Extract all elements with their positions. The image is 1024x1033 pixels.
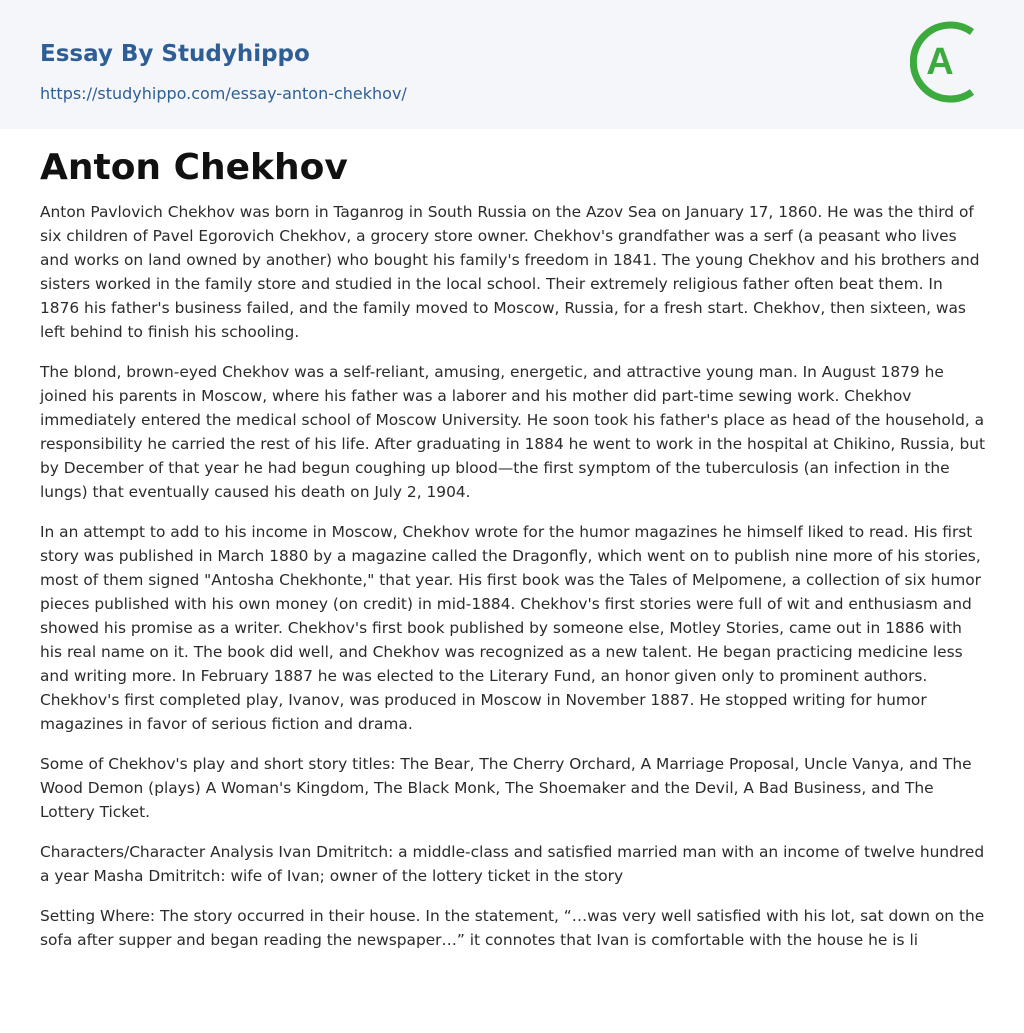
paragraph-4: Some of Chekhov's play and short story titles: The Bear, The Cherry Orchard, A Marriage Proposal, Uncle Vanya, and The Wood Demon (plays) A Woman's Kingdom, The Black Monk, The Shoemaker and the Devil, A Bad Business, and The Lottery Ticket. bbox=[40, 755, 972, 821]
paragraph-3: In an attempt to add to his income in Moscow, Chekhov wrote for the humor magazines he himself liked to read. His first story was published in March 1880 by a magazine called the Dragonfly, which went on to publish nine more of his stories, most of them signed "Antosha Chekhonte," that year. His first book was the Tales of Melpomene, a collection of six humor pieces published with his own money (on credit) in mid-1884. Chekhov's first stories were full of wit and enthusiasm and showed his promise as a writer. Chekhov's first book published by someone else, Motley Stories, came out in 1886 with his real name on it. The book did well, and Chekhov was recognized as a new talent. He began practicing medicine less and writing more. In February 1887 he was elected to the Literary Fund, an honor given only to prominent authors. Chekhov's first completed play, Ivanov, was produced in Moscow in November 1887. He stopped writing for humor magazines in favor of serious fiction and drama. bbox=[40, 523, 981, 733]
paragraph-1: Anton Pavlovich Chekhov was born in Taganrog in South Russia on the Azov Sea on January 17, 1860. He was the third of six children of Pavel Egorovich Chekhov, a grocery store owner. Chekhov's grandfather was a serf (a peasant who lives and works on land owned by another) who bought his family's freedom in 1841. The young Chekhov and his brothers and sisters worked in the family store and studied in the local school. Their extremely religious father often beat them. In 1876 his father's business failed, and the family moved to Moscow, Russia, for a fresh start. Chekhov, then sixteen, was left behind to finish his schooling. bbox=[40, 203, 980, 341]
page-title: Anton Chekhov bbox=[40, 147, 348, 188]
site-brand[interactable]: Essay By Studyhippo bbox=[40, 41, 310, 67]
essay-url-link[interactable]: https://studyhippo.com/essay-anton-chekhov/ bbox=[40, 84, 407, 103]
studyhippo-logo-icon[interactable] bbox=[910, 18, 988, 106]
paragraph-6: Setting Where: The story occurred in their house. In the statement, “…was very well satisfied with his lot, sat down on the sofa after supper and began reading the newspaper…” it connotes that Ivan is comfortable with the house he is li bbox=[40, 907, 985, 949]
essay-body bbox=[40, 200, 986, 968]
logo-letter: A bbox=[926, 41, 954, 83]
site-header bbox=[0, 0, 1024, 129]
paragraph-2: The blond, brown-eyed Chekhov was a self-reliant, amusing, energetic, and attractive young man. In August 1879 he joined his parents in Moscow, where his father was a laborer and his mother did part-time sewing work. Chekhov immediately entered the medical school of Moscow University. He soon took his father's place as head of the household, a responsibility he carried the rest of his life. After graduating in 1884 he went to work in the hospital at Chikino, Russia, but by December of that year he had begun coughing up blood—the first symptom of the tuberculosis (an infection in the lungs) that eventually caused his death on July 2, 1904. bbox=[40, 363, 986, 501]
paragraph-5: Characters/Character Analysis Ivan Dmitritch: a middle-class and satisfied married man with an income of twelve hundred a year Masha Dmitritch: wife of Ivan; owner of the lottery ticket in the story bbox=[40, 843, 985, 885]
